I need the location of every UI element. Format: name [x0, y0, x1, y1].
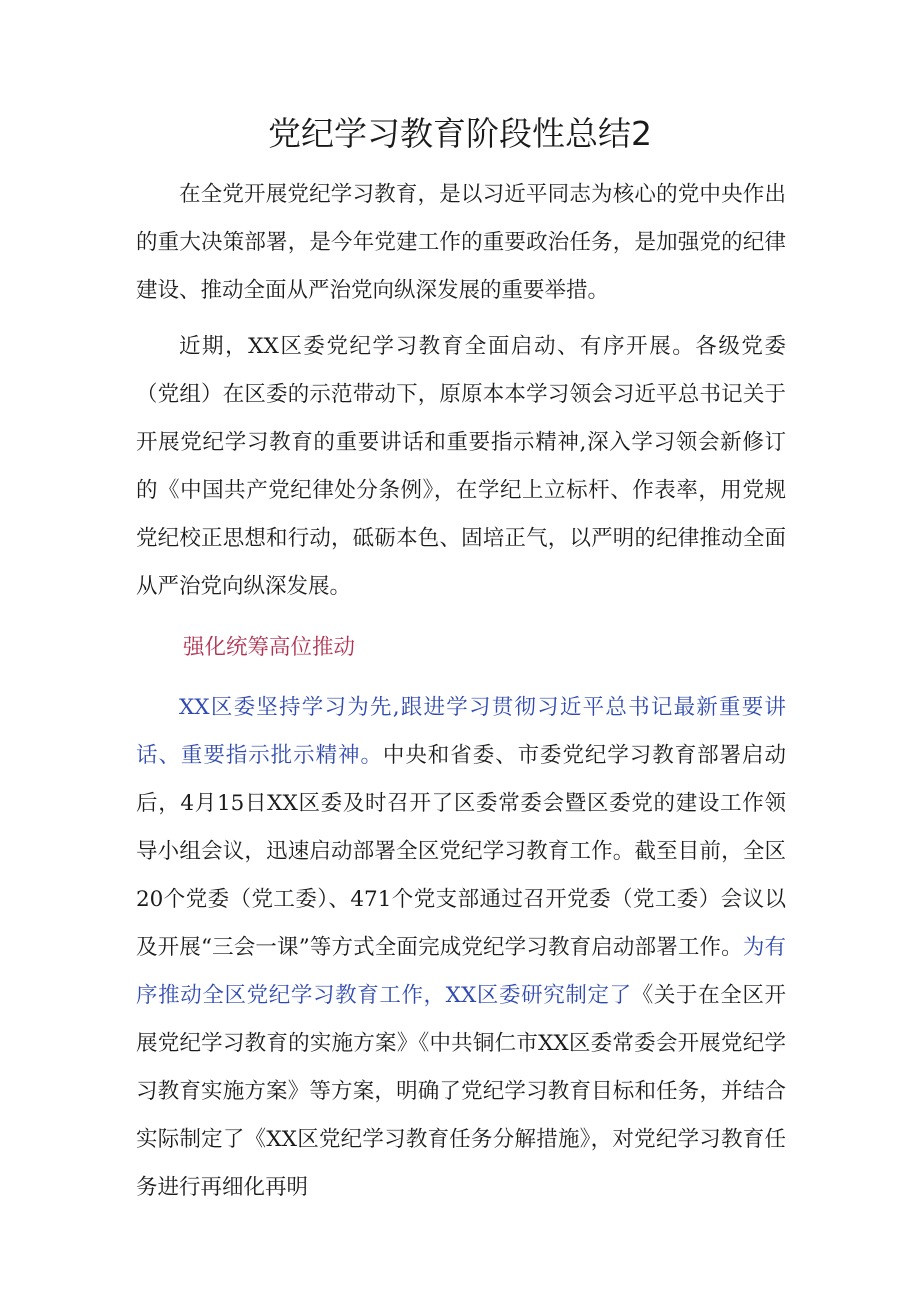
document-title: 党纪学习教育阶段性总结2: [268, 114, 652, 153]
body-text-1: 中央和省委、市委党纪学习教育部署启动后，4月15日XX区委及时召开了区委常委会暨区委党的建设工作领导小组会议，迅速启动部署全区党纪学习教育工作。截至目前，全区20个党委（党工委）、471个党支部通过召开党委（党工委）会议以及开展“三会一课”等方式全面完成党纪学习教育启动部署工作。: [136, 743, 786, 960]
detail-paragraph: [136, 684, 786, 1212]
overview-paragraph: 近期，XX区委党纪学习教育全面启动、有序开展。各级党委（党组）在区委的示范带动下，原原本本学习领会习近平总书记关于开展党纪学习教育的重要讲话和重要指示精神,深入学习领会新修订的《中国共产党纪律处分条例》，在学纪上立标杆、作表率，用党规党纪校正思想和行动，砥砺本色、固培正气，以严明的纪律推动全面从严治党向纵深发展。: [136, 334, 786, 599]
body-text-2: 《关于在全区开展党纪学习教育的实施方案》《中共铜仁市XX区委常委会开展党纪学习教育实施方案》等方案，明确了党纪学习教育目标和任务，并结合实际制定了《XX区党纪学习教育任务分解措施》，对党纪学习教育任务进行再细化再明: [136, 983, 786, 1200]
highlight-text-2: 为有序推动全区党纪学习教育工作，XX区委研究制定了: [136, 935, 786, 1008]
intro-paragraph: 在全党开展党纪学习教育，是以习近平同志为核心的党中央作出的重大决策部署，是今年党建工作的重要政治任务，是加强党的纪律建设、推动全面从严治党向纵深发展的重要举措。: [136, 182, 786, 303]
section-heading: 强化统筹高位推动: [183, 635, 356, 660]
highlight-text-1: XX区委坚持学习为先,跟进学习贯彻习近平总书记最新重要讲话、重要指示批示精神。: [136, 695, 786, 768]
